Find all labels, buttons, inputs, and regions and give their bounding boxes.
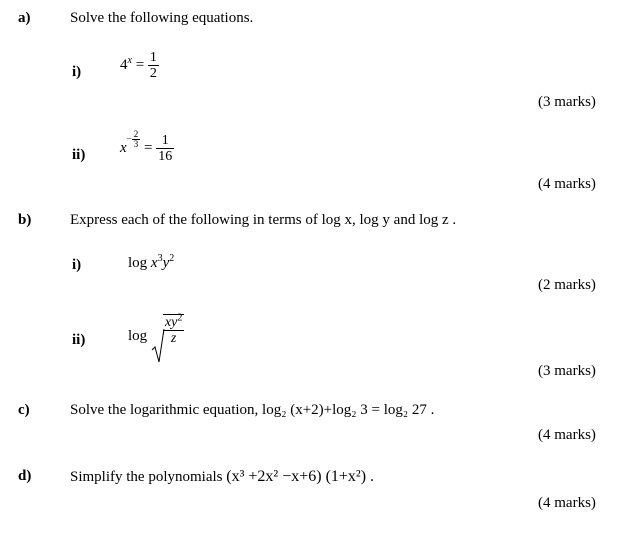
question-c-equation: log₂ (x+2)+log₂ 3 = log₂ 27 . bbox=[262, 402, 435, 418]
question-a-i-marks: (3 marks) bbox=[538, 94, 596, 110]
question-d-text: Simplify the polynomials bbox=[70, 469, 223, 485]
a-ii-exp-numerator: 2 bbox=[133, 129, 139, 140]
question-b-i-label: i) bbox=[72, 257, 82, 273]
question-b-instruction: Express each of the following in terms of log x, log y and log z . bbox=[70, 212, 457, 228]
a-i-exponent: x bbox=[127, 54, 132, 66]
a-i-base: 4 bbox=[120, 56, 128, 73]
question-a-i-equation bbox=[120, 50, 159, 81]
question-b-ii-marks: (3 marks) bbox=[538, 363, 596, 379]
a-i-fraction bbox=[148, 50, 159, 81]
a-i-numerator: 1 bbox=[149, 50, 157, 65]
question-c-label: c) bbox=[18, 402, 30, 418]
b-ii-num-x: x bbox=[164, 315, 172, 330]
b-i-y-exponent: 2 bbox=[169, 253, 175, 264]
a-ii-exp-denominator: 3 bbox=[133, 139, 139, 150]
a-ii-exp-fraction bbox=[132, 130, 141, 149]
question-d-label: d) bbox=[18, 468, 32, 484]
question-b-i-expression bbox=[128, 255, 174, 272]
a-ii-variable: x bbox=[120, 139, 127, 156]
b-ii-y-exponent: 2 bbox=[177, 312, 183, 324]
question-c-statement bbox=[70, 402, 434, 419]
a-ii-equals: = bbox=[144, 139, 153, 156]
question-a-ii-label: ii) bbox=[72, 147, 86, 163]
b-ii-denominator: z bbox=[163, 330, 184, 346]
b-ii-log: log bbox=[128, 328, 148, 344]
question-a-label: a) bbox=[18, 10, 31, 26]
question-a-instruction: Solve the following equations. bbox=[70, 10, 254, 26]
question-d-marks: (4 marks) bbox=[538, 495, 596, 511]
a-ii-exponent bbox=[127, 130, 141, 149]
b-i-x: x bbox=[150, 255, 158, 271]
a-ii-fraction bbox=[156, 133, 174, 164]
a-i-denominator: 2 bbox=[149, 66, 157, 81]
a-ii-exp-sign: − bbox=[126, 133, 132, 144]
a-ii-numerator: 1 bbox=[161, 133, 169, 148]
question-c-text: Solve the logarithmic equation, bbox=[70, 402, 259, 418]
b-ii-radicand bbox=[163, 314, 184, 346]
question-b-ii-expression bbox=[128, 314, 184, 352]
question-b-label: b) bbox=[18, 212, 32, 228]
b-i-x-exponent: 3 bbox=[157, 253, 163, 264]
question-d-statement bbox=[70, 468, 374, 486]
question-b-i-marks: (2 marks) bbox=[538, 277, 596, 293]
question-c-marks: (4 marks) bbox=[538, 427, 596, 443]
a-ii-denominator: 16 bbox=[158, 149, 173, 164]
question-d-expression: (x³ +2x² −x+6) (1+x²) . bbox=[226, 468, 375, 485]
question-b-ii-label: ii) bbox=[72, 332, 86, 348]
a-i-equals: = bbox=[135, 56, 145, 73]
question-a-i-label: i) bbox=[72, 64, 82, 80]
b-ii-num-y: y bbox=[171, 315, 178, 330]
b-i-y: y bbox=[162, 255, 170, 271]
question-a-ii-equation bbox=[120, 129, 174, 164]
b-i-log: log bbox=[128, 255, 148, 271]
question-a-ii-marks: (4 marks) bbox=[538, 176, 596, 192]
b-ii-numerator bbox=[163, 312, 184, 330]
